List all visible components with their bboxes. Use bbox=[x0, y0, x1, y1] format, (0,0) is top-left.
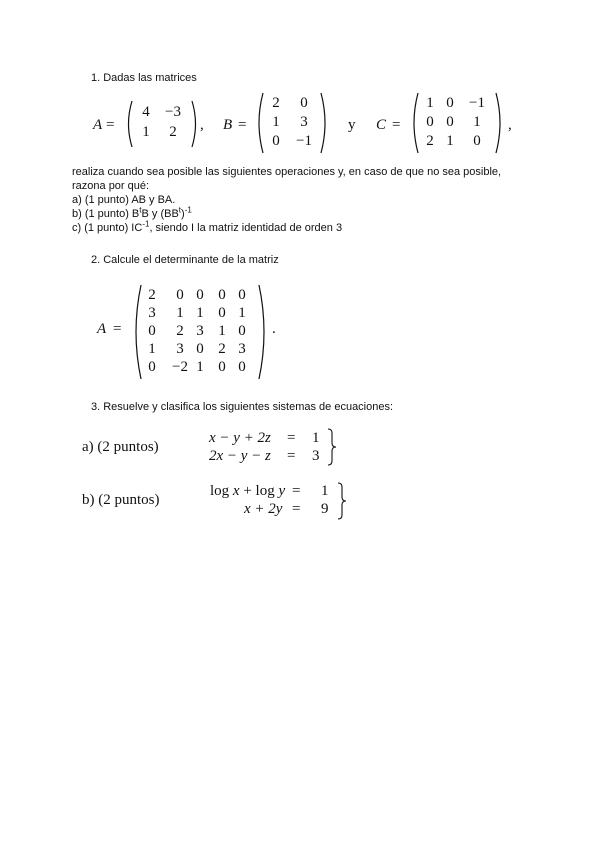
left-paren-icon bbox=[255, 92, 265, 154]
matrix-cell: 2 bbox=[272, 95, 280, 111]
matrix-c-equals: = bbox=[392, 117, 401, 133]
comma: , bbox=[508, 117, 512, 133]
system-b-eq2-rhs: 9 bbox=[321, 501, 329, 517]
system-b-eq1-lhs: log x + log y bbox=[210, 483, 286, 499]
comma: , bbox=[200, 117, 204, 133]
right-paren-icon bbox=[257, 284, 269, 380]
matrix-a-name: A bbox=[93, 117, 103, 133]
right-paren-icon bbox=[494, 92, 504, 154]
matrix-cell: 1 bbox=[196, 359, 204, 375]
right-paren-icon bbox=[190, 100, 200, 148]
matrix-cell: 0 bbox=[148, 359, 156, 375]
question-1-instruction: realiza cuando sea posible las siguientes operaciones y, en caso de que no sea posible, bbox=[72, 166, 502, 178]
matrix-a bbox=[124, 100, 204, 148]
matrix-cell: −2 bbox=[172, 359, 188, 375]
determinant-matrix bbox=[131, 284, 271, 380]
matrix-cell: 1 bbox=[142, 124, 150, 140]
system-a-eq1-sign: = bbox=[287, 430, 296, 446]
matrix-cell: 3 bbox=[238, 341, 246, 357]
matrix-cell: 1 bbox=[473, 114, 481, 130]
left-paren-icon bbox=[131, 284, 143, 380]
question-1-heading: 1. Dadas las matrices bbox=[91, 72, 197, 84]
matrix-cell: 0 bbox=[196, 287, 204, 303]
matrix-cell: 2 bbox=[148, 287, 156, 303]
matrix-cell: 0 bbox=[446, 114, 454, 130]
question-1-instruction-cont: razona por qué: bbox=[72, 180, 150, 192]
and-word: y bbox=[348, 117, 356, 133]
matrix-cell: 3 bbox=[300, 114, 308, 130]
matrix-cell: 0 bbox=[446, 95, 454, 111]
matrix-cell: 3 bbox=[176, 341, 184, 357]
matrix-cell: −1 bbox=[296, 133, 312, 149]
matrix-name: A bbox=[97, 321, 107, 337]
system-a-eq2-lhs: 2x − y − z bbox=[209, 448, 271, 464]
matrix-cell: −1 bbox=[469, 95, 485, 111]
matrix-cell: 4 bbox=[142, 104, 150, 120]
matrix-cell: 1 bbox=[196, 305, 204, 321]
period: . bbox=[272, 321, 276, 337]
system-b-label: b) (2 puntos) bbox=[82, 492, 160, 508]
matrix-cell: 2 bbox=[169, 124, 177, 140]
matrix-cell: 2 bbox=[218, 341, 226, 357]
matrix-cell: 0 bbox=[238, 323, 246, 339]
matrix-cell: 0 bbox=[196, 341, 204, 357]
matrix-cell: 0 bbox=[272, 133, 280, 149]
system-a-eq2-sign: = bbox=[287, 448, 296, 464]
system-b-eq2-lhs: x + 2y bbox=[244, 501, 283, 517]
system-a-eq1-lhs: x − y + 2z bbox=[209, 430, 271, 446]
matrix-cell: 0 bbox=[148, 323, 156, 339]
left-paren-icon bbox=[124, 100, 134, 148]
matrix-b bbox=[255, 92, 331, 154]
system-b-eq2-sign: = bbox=[292, 501, 301, 517]
matrix-b-equals: = bbox=[238, 117, 247, 133]
matrix-cell: 2 bbox=[426, 133, 434, 149]
matrix-cell: 0 bbox=[218, 287, 226, 303]
right-brace-icon bbox=[336, 482, 348, 520]
matrix-cell: 0 bbox=[176, 287, 184, 303]
matrix-c-name: C bbox=[376, 117, 387, 133]
system-a-eq1-rhs: 1 bbox=[312, 430, 320, 446]
matrix-cell: 1 bbox=[218, 323, 226, 339]
right-brace-icon bbox=[326, 428, 338, 466]
matrix-c bbox=[410, 92, 510, 154]
system-a-label: a) (2 puntos) bbox=[82, 439, 159, 455]
matrix-cell: 0 bbox=[218, 359, 226, 375]
matrix-cell: 0 bbox=[238, 359, 246, 375]
matrix-cell: 3 bbox=[148, 305, 156, 321]
right-paren-icon bbox=[319, 92, 329, 154]
matrix-cell: 1 bbox=[426, 95, 434, 111]
matrix-cell: 0 bbox=[218, 305, 226, 321]
matrix-cell: 1 bbox=[176, 305, 184, 321]
matrix-cell: −3 bbox=[165, 104, 181, 120]
matrix-cell: 3 bbox=[196, 323, 204, 339]
matrix-b-name: B bbox=[223, 117, 233, 133]
left-paren-icon bbox=[410, 92, 420, 154]
matrix-a-equals: = bbox=[106, 117, 115, 133]
matrix-cell: 1 bbox=[238, 305, 246, 321]
system-b-eq1-sign: = bbox=[292, 483, 301, 499]
matrix-cell: 2 bbox=[176, 323, 184, 339]
question-2-heading: 2. Calcule el determinante de la matriz bbox=[91, 254, 279, 266]
item-c: c) (1 punto) $IC^{-1}$, siendo I la matriz identidad de orden 3 bbox=[72, 219, 343, 234]
matrix-cell: 0 bbox=[238, 287, 246, 303]
matrix-cell: 0 bbox=[473, 133, 481, 149]
equals-sign: = bbox=[113, 321, 122, 337]
item-a: a) (1 punto) AB y BA. bbox=[72, 194, 176, 206]
matrix-cell: 1 bbox=[148, 341, 156, 357]
matrix-cell: 0 bbox=[300, 95, 308, 111]
item-b: b) (1 punto) $B^tB$ y $(BB^t)^{-1}$ bbox=[72, 205, 192, 220]
system-a-eq2-rhs: 3 bbox=[312, 448, 320, 464]
question-3-heading: 3. Resuelve y clasifica los siguientes sistemas de ecuaciones: bbox=[91, 401, 394, 413]
matrix-cell: 0 bbox=[426, 114, 434, 130]
matrix-cell: 1 bbox=[272, 114, 280, 130]
matrix-cell: 1 bbox=[446, 133, 454, 149]
system-b-eq1-rhs: 1 bbox=[321, 483, 329, 499]
